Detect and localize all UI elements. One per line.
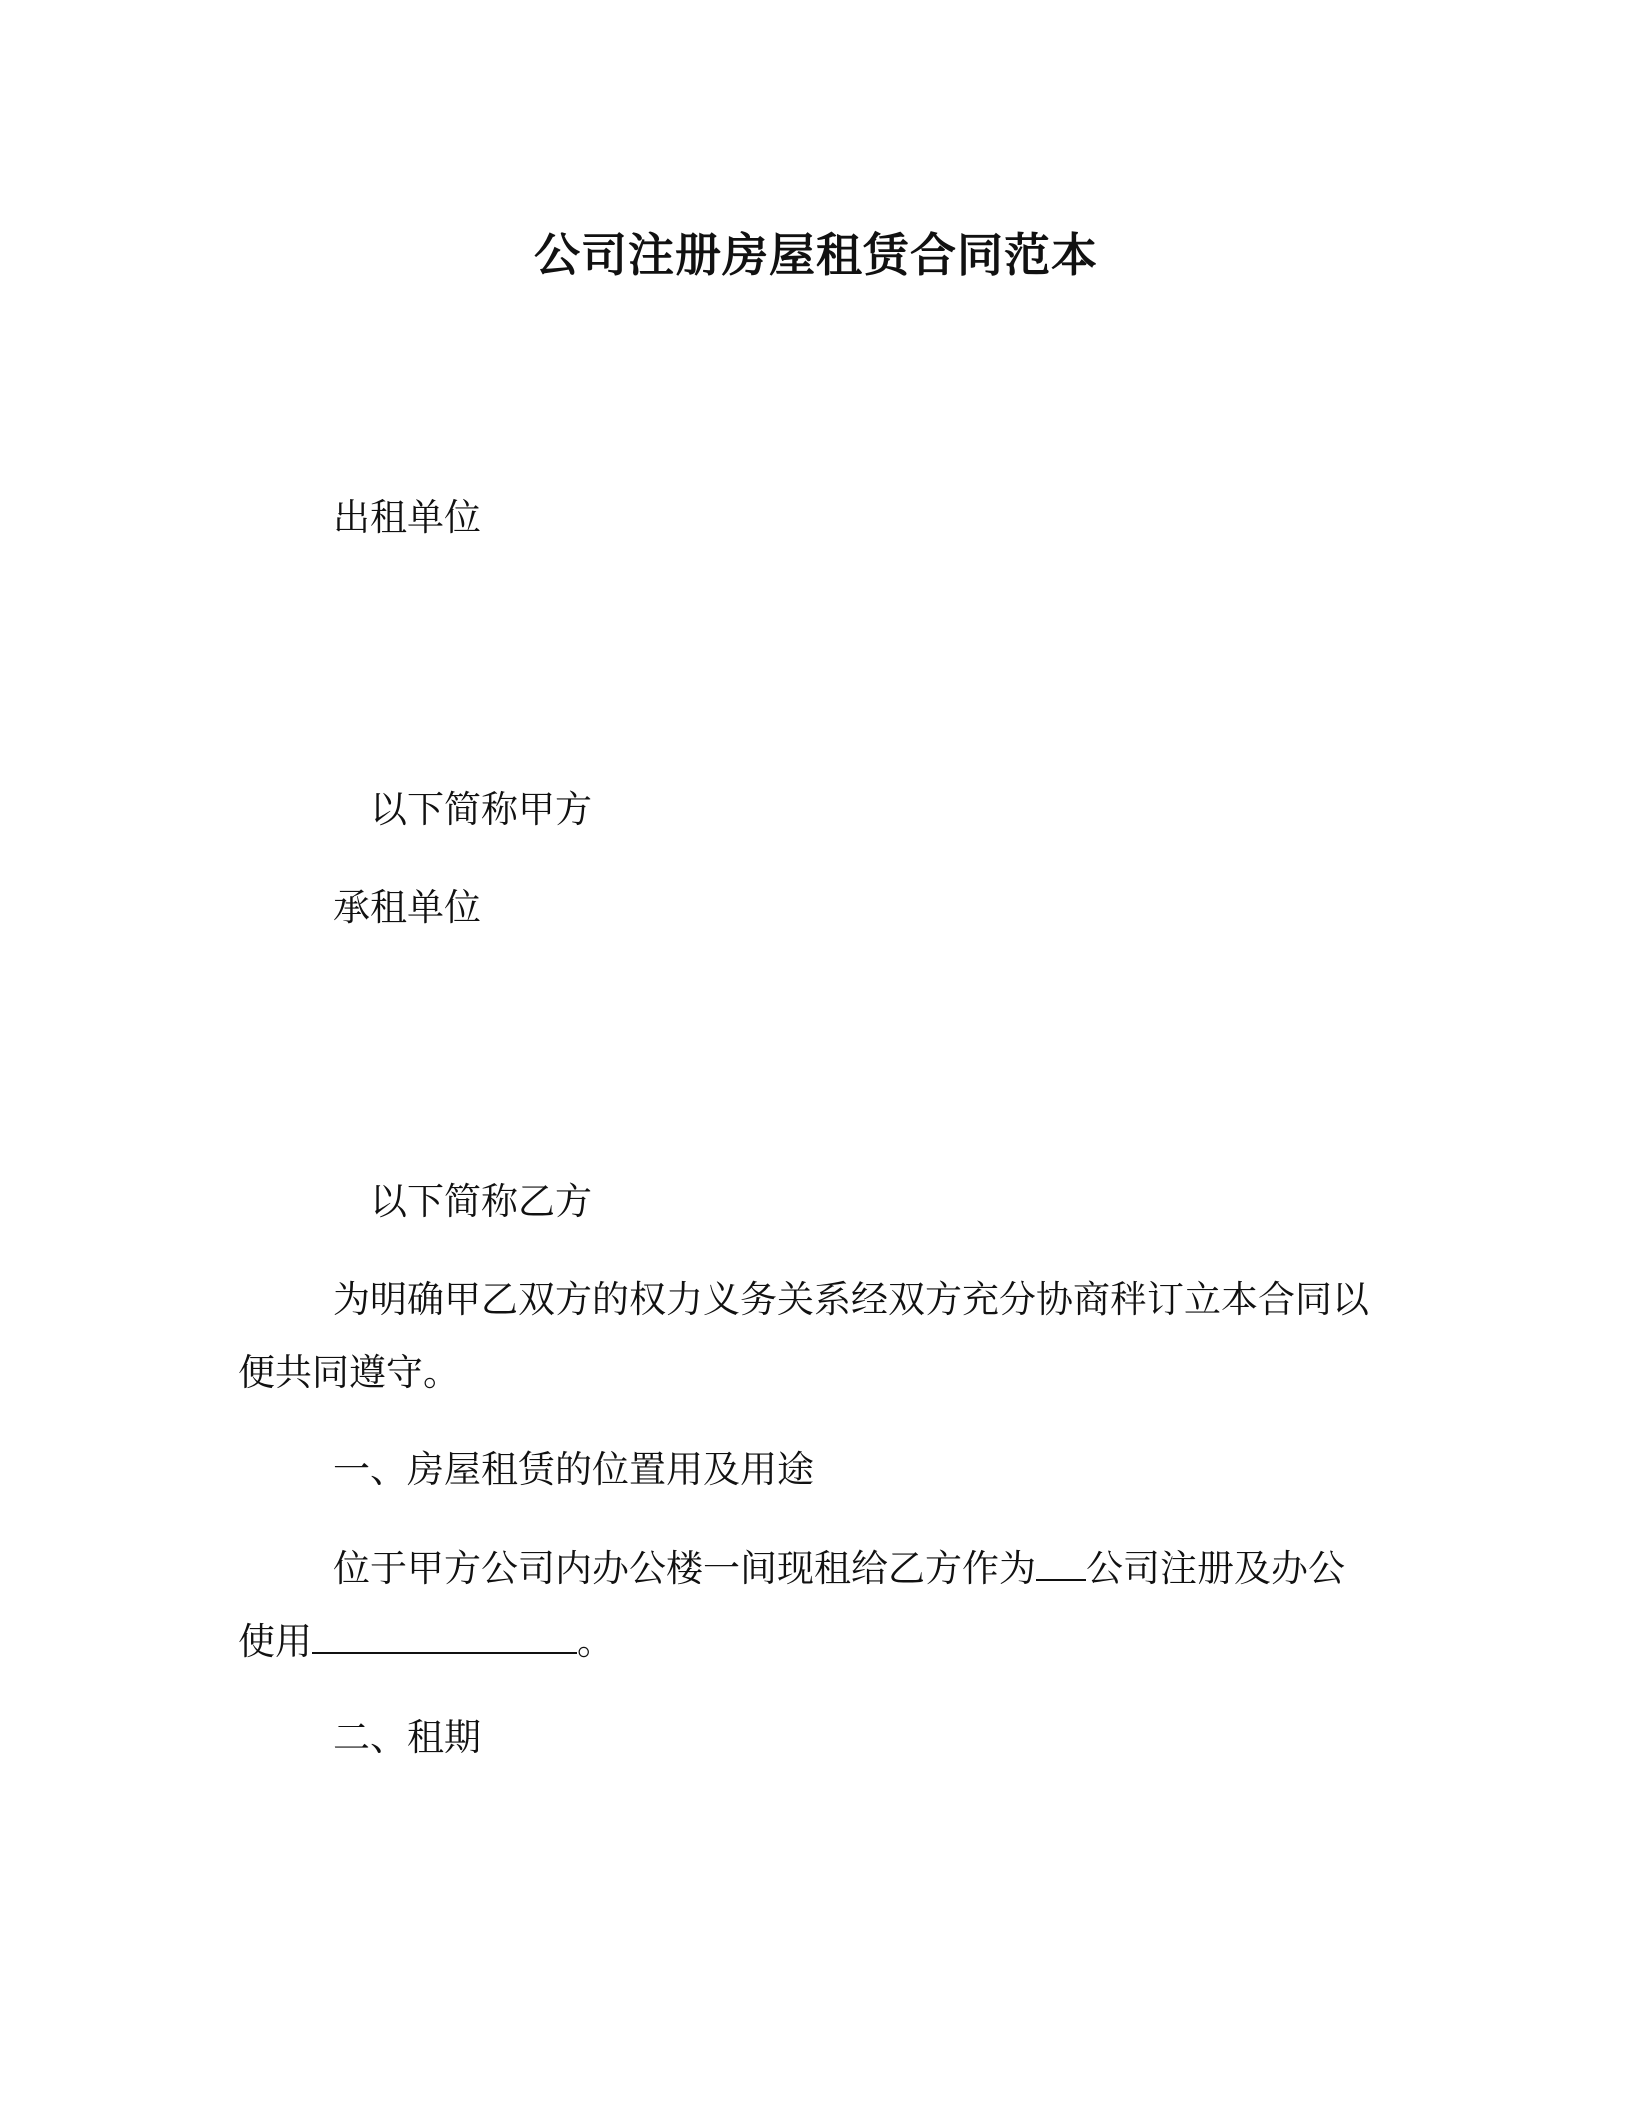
section-1-paragraph-line-1 [333,1543,1345,1594]
section-1-text-b: 公司注册及办公 [1086,1547,1345,1590]
section-2-heading: 二、租期 [333,1716,481,1759]
section-1-text-a: 位于甲方公司内办公楼一间现租给乙方作为 [333,1547,1036,1590]
section-1-paragraph-line-2 [238,1616,614,1667]
section-1-text-c: 使用 [238,1620,312,1663]
intro-paragraph-line-1: 为明确甲乙双方的权力义务关系经双方充分协商秚订立本合同以 [333,1278,1369,1321]
lessor-alias: 以下简称甲方 [370,788,592,831]
intro-paragraph-line-2: 便共同遵守。 [238,1351,460,1394]
lessor-label: 出租单位 [333,496,481,539]
company-name-blank [1036,1543,1086,1581]
lessee-alias: 以下简称乙方 [370,1180,592,1223]
lessee-label: 承租单位 [333,886,481,929]
usage-blank [312,1616,577,1654]
section-1-heading: 一、房屋租赁的位置用及用途 [333,1448,814,1491]
document-title: 公司注册房屋租赁合同范本 [534,228,1098,282]
section-1-text-d: 。 [577,1620,614,1663]
